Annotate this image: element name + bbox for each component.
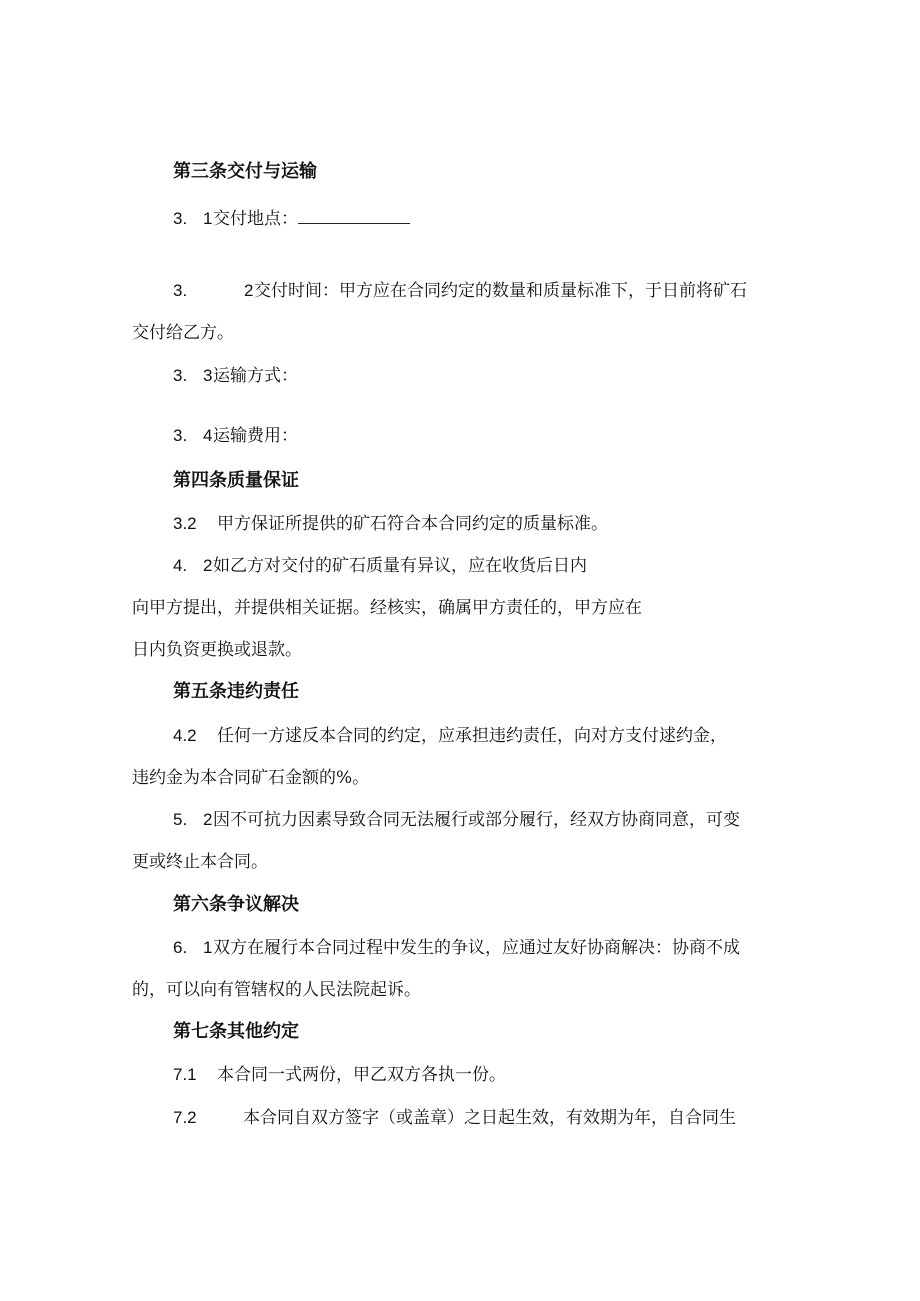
clause-3-1	[173, 205, 410, 231]
clause-5-2	[173, 808, 740, 832]
article-5-title: 第五条违约责任	[173, 681, 299, 702]
clause-7-1	[173, 1063, 506, 1087]
clause-number: 3.	[173, 209, 188, 228]
clause-number: 4.	[173, 556, 188, 575]
clause-number: 3.2	[173, 514, 197, 533]
clause-text: 运输费用：	[213, 426, 298, 446]
clause-number: 4.2	[173, 726, 197, 745]
clause-number: 5.	[173, 810, 188, 829]
clause-number: 3.	[173, 281, 188, 300]
article-4-title: 第四条质量保证	[173, 470, 299, 491]
clause-4-2-continuation-2: 日内负资更换或退款。	[132, 640, 302, 660]
clause-4-1	[173, 512, 608, 536]
article-3-title: 第三条交付与运输	[173, 161, 317, 182]
clause-subnumber: 1	[203, 209, 213, 228]
clause-text: 任何一方逑反本合同的约定，应承担违约责任，向对方支付逑约金，	[217, 726, 727, 746]
clause-4-2-continuation-1: 向甲方提出，并提供相关证据。经核实，确属甲方责任的，甲方应在	[132, 598, 642, 618]
clause-3-4	[173, 424, 298, 448]
clause-text: 如乙方对交付的矿石质量有异议，应在收货后日内	[213, 556, 587, 576]
clause-5-1	[173, 724, 727, 748]
clause-3-2	[173, 279, 747, 303]
clause-text: 本合同自双方签字（或盖章）之日起生效，有效期为年，自合同生	[243, 1108, 736, 1128]
clause-number: 7.2	[173, 1108, 197, 1127]
clause-text: 运输方式：	[213, 366, 298, 386]
clause-number: 6.	[173, 938, 188, 957]
clause-text: 甲方保证所提供的矿石符合本合同约定的质量标准。	[217, 514, 608, 534]
clause-text: 交付地点：	[213, 209, 298, 229]
clause-text: 因不可抗力因素导致合同无法履行或部分履行，经双方协商同意，可变	[213, 810, 740, 830]
clause-subnumber: 4	[203, 426, 213, 445]
clause-5-1-continuation: 违约金为本合同矿石金额的%。	[132, 768, 370, 788]
clause-subnumber: 1	[203, 938, 213, 957]
clause-6-1-continuation: 的，可以向有管辖权的人民法院起诉。	[132, 980, 421, 1000]
clause-6-1	[173, 936, 740, 960]
clause-text: 本合同一式两份，甲乙双方各执一份。	[217, 1065, 506, 1085]
clause-number: 7.1	[173, 1065, 197, 1084]
clause-text: 双方在履行本合同过程中发生的争议，应通过友好协商解决：协商不成	[213, 938, 740, 958]
clause-subnumber: 2	[203, 556, 213, 575]
blank-fill-line	[298, 205, 410, 224]
clause-subnumber: 3	[203, 366, 213, 385]
clause-3-3	[173, 364, 298, 388]
clause-number: 3.	[173, 426, 188, 445]
clause-4-2	[173, 554, 587, 578]
clause-3-2-continuation: 交付给乙方。	[132, 323, 234, 343]
clause-subnumber: 2	[244, 281, 254, 300]
clause-number: 3.	[173, 366, 188, 385]
clause-subnumber: 2	[203, 810, 213, 829]
clause-text: 交付时间：甲方应在合同约定的数量和质量标准下，于日前将矿石	[254, 281, 747, 301]
article-6-title: 第六条争议解决	[173, 894, 299, 915]
clause-7-2	[173, 1106, 736, 1130]
clause-5-2-continuation: 更或终止本合同。	[132, 852, 268, 872]
article-7-title: 第七条其他约定	[173, 1021, 299, 1042]
